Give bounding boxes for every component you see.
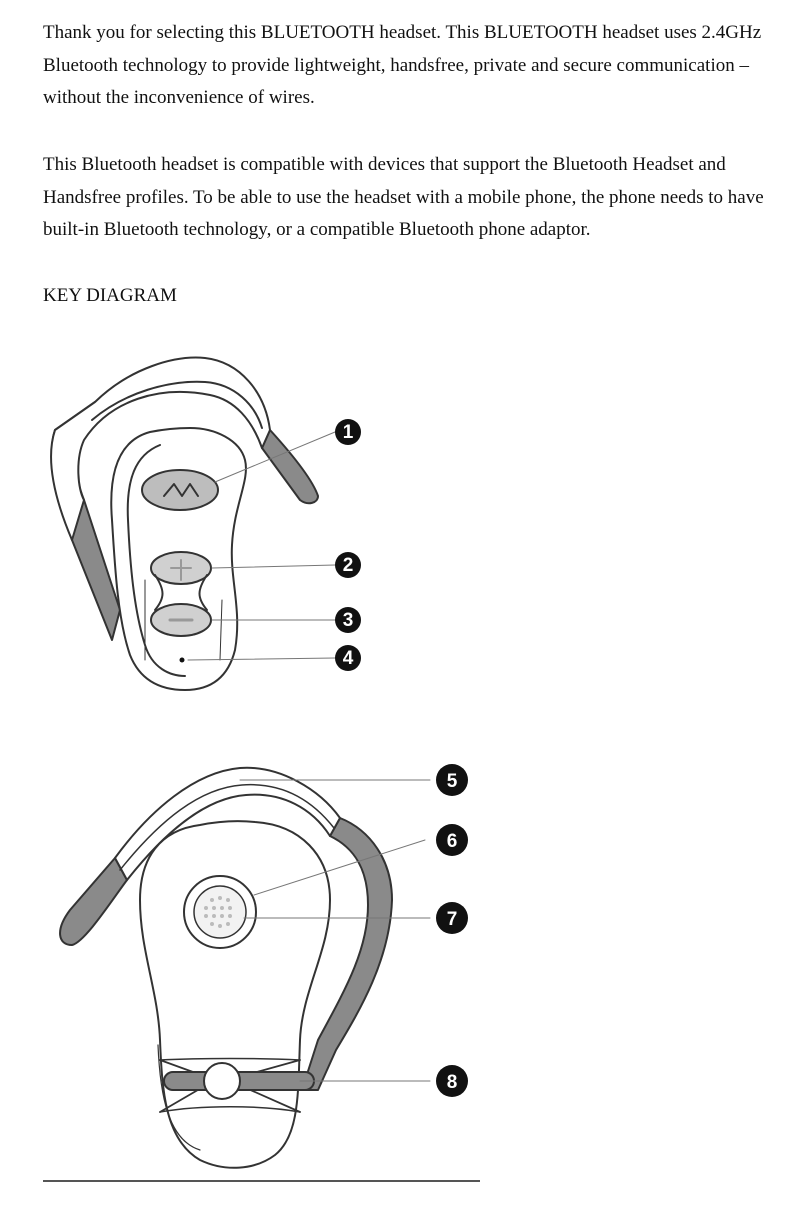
svg-text:1: 1 (342, 422, 354, 443)
speaker-grille (194, 886, 246, 938)
pivot-knob (204, 1063, 240, 1099)
callout-2 (335, 552, 361, 578)
svg-text:8: 8 (446, 1072, 458, 1093)
callout-4 (335, 645, 361, 671)
svg-text:4: 4 (342, 648, 354, 669)
microphone-dot (180, 658, 185, 663)
callout-1 (335, 419, 361, 445)
svg-text:6: 6 (446, 831, 458, 852)
callout-3 (335, 607, 361, 633)
intro-paragraph: Thank you for selecting this BLUETOOTH headset. This BLUETOOTH headset uses 2.4GHz Bluetooth technology to provide lightweight, handsfree, private and secure communication – without the inconvenience of wires. (43, 22, 762, 108)
callout-7 (436, 902, 468, 934)
callout-8 (436, 1065, 468, 1097)
key-diagram-heading: KEY DIAGRAM (43, 285, 177, 306)
svg-text:3: 3 (342, 610, 354, 631)
svg-text:2: 2 (342, 555, 354, 576)
bluetooth-button (142, 470, 218, 510)
ear-hook-tip-gray (262, 430, 318, 503)
svg-text:7: 7 (446, 909, 458, 930)
bottom-divider (43, 1180, 480, 1182)
compatibility-paragraph: This Bluetooth headset is compatible with devices that support the Bluetooth Headset and Handsfree profiles. To be able to use the headset with a mobile phone, the phone needs to have built-in Bluetooth technology, or a compatible Bluetooth phone adaptor. (43, 154, 764, 240)
ear-hook-left-tip-gray (60, 858, 127, 945)
svg-text:5: 5 (446, 771, 458, 792)
headset-rear-view (60, 768, 430, 1168)
headset-front-view (51, 358, 335, 690)
callout-5 (436, 764, 468, 796)
callout-6 (436, 824, 468, 856)
